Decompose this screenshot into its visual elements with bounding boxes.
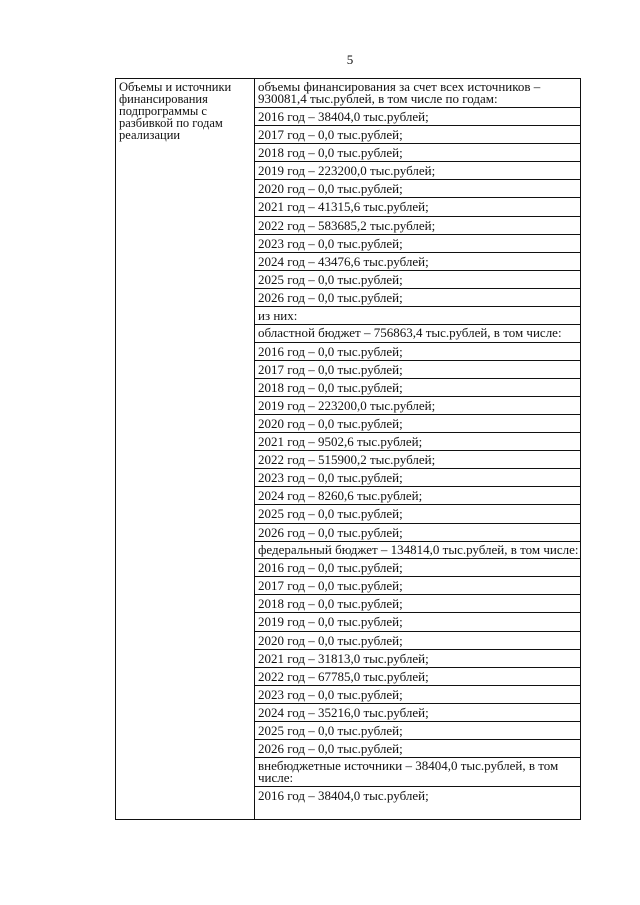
table-row: 2019 год – 223200,0 тыс.рублей; — [254, 397, 580, 415]
table-row: 2020 год – 0,0 тыс.рублей; — [254, 180, 580, 198]
table-row: 2021 год – 31813,0 тыс.рублей; — [254, 650, 580, 668]
table-row: 2023 год – 0,0 тыс.рублей; — [254, 469, 580, 487]
table-row: 2018 год – 0,0 тыс.рублей; — [254, 379, 580, 397]
table-row: 2026 год – 0,0 тыс.рублей; — [254, 740, 580, 758]
table-row: 2021 год – 9502,6 тыс.рублей; — [254, 433, 580, 451]
table-row: 2025 год – 0,0 тыс.рублей; — [254, 271, 580, 289]
table-row: 2025 год – 0,0 тыс.рублей; — [254, 722, 580, 740]
table-row: 2019 год – 223200,0 тыс.рублей; — [254, 162, 580, 180]
table-row: областной бюджет – 756863,4 тыс.рублей, в том числе: — [254, 325, 580, 343]
table-row: 2026 год – 0,0 тыс.рублей; — [254, 524, 580, 542]
table-row: 2021 год – 41315,6 тыс.рублей; — [254, 198, 580, 216]
table-row: 2017 год – 0,0 тыс.рублей; — [254, 577, 580, 595]
table-row: 2016 год – 0,0 тыс.рублей; — [254, 343, 580, 361]
table-row: 2020 год – 0,0 тыс.рублей; — [254, 415, 580, 433]
table-row: 2022 год – 515900,2 тыс.рублей; — [254, 451, 580, 469]
table-row: из них: — [254, 307, 580, 325]
table-row: 2016 год – 0,0 тыс.рублей; — [254, 559, 580, 577]
financing-table — [115, 78, 581, 820]
table-row: 2018 год – 0,0 тыс.рублей; — [254, 595, 580, 613]
financing-label-cell: Объемы и источники финансирования подпрограммы с разбивкой по годам реализации — [119, 80, 232, 142]
table-row: 2020 год – 0,0 тыс.рублей; — [254, 632, 580, 650]
table-row: 2018 год – 0,0 тыс.рублей; — [254, 144, 580, 162]
table-row: объемы финансирования за счет всех источников – 930081,4 тыс.рублей, в том числе по годам: — [254, 79, 580, 108]
table-row: 2017 год – 0,0 тыс.рублей; — [254, 361, 580, 379]
table-row: 2016 год – 38404,0 тыс.рублей; — [254, 108, 580, 126]
table-row: 2026 год – 0,0 тыс.рублей; — [254, 289, 580, 307]
table-row: 2025 год – 0,0 тыс.рублей; — [254, 505, 580, 523]
table-row: 2019 год – 0,0 тыс.рублей; — [254, 613, 580, 631]
table-row: внебюджетные источники – 38404,0 тыс.рублей, в том числе: — [254, 758, 580, 787]
page-number: 5 — [346, 52, 354, 67]
table-row: 2024 год – 8260,6 тыс.рублей; — [254, 487, 580, 505]
table-row: 2017 год – 0,0 тыс.рублей; — [254, 126, 580, 144]
table-row: 2024 год – 43476,6 тыс.рублей; — [254, 253, 580, 271]
table-row: 2023 год – 0,0 тыс.рублей; — [254, 686, 580, 704]
table-row: 2022 год – 583685,2 тыс.рублей; — [254, 217, 580, 235]
table-row: федеральный бюджет – 134814,0 тыс.рублей, в том числе: — [254, 542, 580, 560]
table-row: 2023 год – 0,0 тыс.рублей; — [254, 235, 580, 253]
financing-values-cell — [254, 79, 580, 805]
table-row: 2016 год – 38404,0 тыс.рублей; — [258, 788, 429, 804]
table-row: 2024 год – 35216,0 тыс.рублей; — [254, 704, 580, 722]
table-row: 2022 год – 67785,0 тыс.рублей; — [254, 668, 580, 686]
